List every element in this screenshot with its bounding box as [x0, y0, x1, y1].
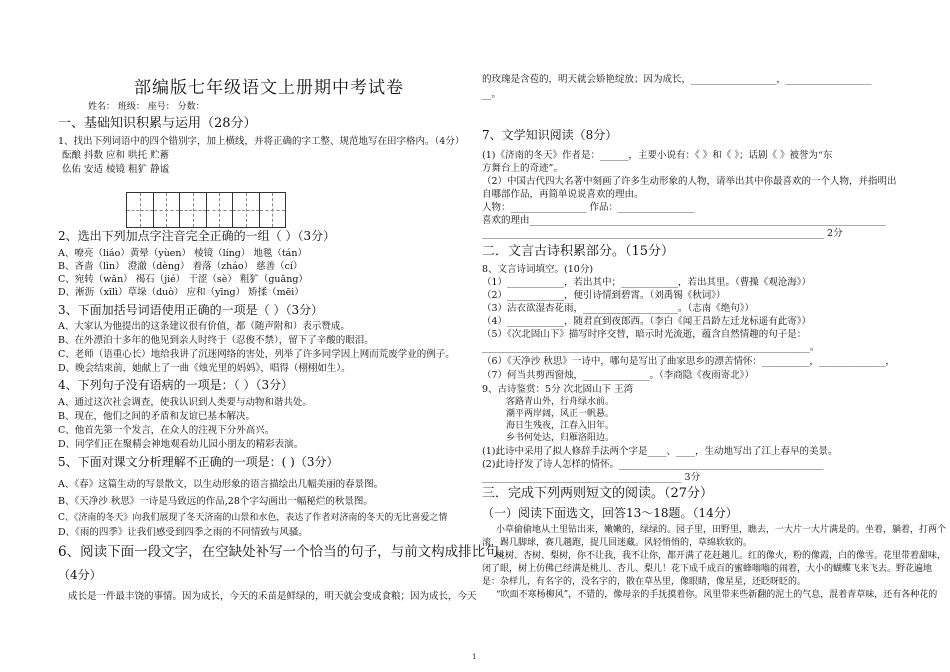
q4-prompt: 4、下列句子没有语病的一项是：（ ）（3分） — [58, 378, 294, 392]
section-2-heading: 二．文言古诗积累部分。（15分） — [482, 244, 675, 259]
passage-para-3-line-1: “吹面不寒杨柳风”，不错的，像母亲的手抚摸着你。风里带来些新翻的泥土的气息，混着青草味，还有各种花的 — [496, 590, 938, 600]
q7-part-2: （2）中国古代四大名著中刻画了许多生动形象的人物，请举出其中你最喜欢的一个人物，并指明出 — [482, 176, 897, 187]
q4-option-c[interactable]: C、他首先第一个发言，在众人的注视下分外高兴。 — [58, 425, 275, 436]
grid-cell[interactable] — [154, 193, 181, 227]
q2-option-d[interactable]: D、淅沥（xīlì）草垛（duò） 应和（yīng） 矫揉（mēi） — [58, 287, 304, 298]
poem-line-1: 客路青山外，行舟绿水前。 — [506, 397, 615, 407]
q7-part-1-cont: 方舞台上的奇迹”。 — [482, 163, 563, 174]
q2-option-b[interactable]: B、吝啬（lìn） 澄澈（dèng） 着落（zháo） 慈善（cí） — [58, 261, 303, 272]
q8-item-3[interactable]: （3）沾衣欲湿杏花雨，____________________。（志南《绝句》） — [482, 303, 755, 314]
q5-option-a[interactable]: A、《春》这篇生动的写景散文，以生动形象的语言描绘出几幅美丽的春景图。 — [58, 479, 384, 490]
student-info-line: 姓名： 班级： 座号： 分数： — [88, 102, 205, 112]
q7-part-2-cont: 自哪部作品，再简单说说喜欢的理由。 — [482, 189, 644, 200]
q7-part-1[interactable]: (1)《济南的冬天》作者是：______，主要小说有：《 》和《 》；话剧《 》被誉为“东 — [482, 150, 833, 161]
q5-option-c[interactable]: C、《济南的冬天》向我们展现了冬天济南的山景和水色，表达了作者对济南的冬天的无比喜爱之情 — [58, 513, 448, 523]
poem-line-2: 潮平两岸阔，风正一帆悬。 — [506, 409, 615, 419]
passage-para-1-line-2: 滚，踢几脚球，赛几趟跑，捉几回迷藏。风轻悄悄的，草绵软软的。 — [482, 538, 753, 548]
q8-item-4[interactable]: （4）____________，随君直到夜郎西。（李白《闻王昌龄左迁龙标遥有此寄》） — [482, 316, 812, 327]
q9-prompt: 9、古诗鉴赏：5分 次北固山下 王湾 — [482, 384, 634, 395]
section-1-heading: 一、基础知识积累与运用（28分） — [58, 116, 257, 131]
grid-cell[interactable] — [233, 193, 260, 227]
q3-option-b[interactable]: B、在外漂泊十多年的他见到亲人时终于（忍俊不禁），留下了辛酸的眼泪。 — [58, 335, 374, 346]
q2-prompt: 2、选出下列加点字注音完全正确的一组（ ）（3分） — [58, 229, 336, 243]
grid-cell[interactable] — [127, 193, 154, 227]
q8-item-5-blank[interactable]: _____________________________________________________________________。 — [482, 342, 820, 353]
q8-item-6[interactable]: （6）《天净沙 秋思》一诗中，哪句是写出了曲家思乡的漂苦情怀：__________，______________， — [482, 356, 895, 367]
q6-continuation-line-2[interactable]: __。 — [482, 89, 502, 100]
tianzige-grid[interactable] — [126, 192, 286, 228]
q6-prompt: 6、阅读下面一段文字，在空缺处补写一个恰当的句子，与前文构成排比句。 — [58, 544, 513, 560]
passage-para-1-line-1: 小草偷偷地从土里钻出来，嫩嫩的，绿绿的。园子里，田野里，瞧去，一大片一大片满是的。坐着，躺着，打两个 — [496, 525, 947, 535]
grid-cell[interactable] — [180, 193, 207, 227]
q1-words-row-2: 仫佑 安适 棱镜 粗犷 静谧 — [62, 164, 170, 175]
q2-option-a[interactable]: A、嘹亮（liáo）黄晕（yùen） 棱镜（líng） 地毯（tán） — [58, 248, 307, 259]
q6-passage: 成长是一件最丰饶的事情。因为成长，今天的禾苗是鲜绿的，明天就会变成食粮；因为成长，今天 — [68, 591, 477, 602]
q7-reason-field[interactable]: 喜欢的理由___________________________________________________________________________ — [482, 215, 886, 226]
q4-option-b[interactable]: B、现在，他们之间的矛盾和友谊已基本解决。 — [58, 411, 255, 422]
q9-item-2[interactable]: (2)此诗抒发了诗人怎样的情怀。___________________________________________ — [482, 459, 824, 470]
q5-option-b[interactable]: B、《天净沙 秋思》一诗是马致远的作品,28个字勾画出一幅秘烂的秋景图。 — [58, 496, 373, 507]
poem-line-4: 乡书何处达，归雁洛阳边。 — [506, 433, 615, 443]
q3-option-d[interactable]: D、晚会结束前，她献上了一曲《烛光里的妈妈》，唱得（栩栩如生）。 — [58, 363, 351, 374]
q2-option-c[interactable]: C、宛转（wǎn） 褐石（jié） 干涩（sè） 粗犷（guǎng） — [58, 274, 308, 285]
q7-reason-field-2[interactable]: ________________________________________________________________________ 2分 — [482, 228, 843, 239]
q4-option-a[interactable]: A、通过这次社会调查，使我认识到人类要与动物和谐共处。 — [58, 397, 312, 408]
grid-cell[interactable] — [207, 193, 234, 227]
exam-title: 部编版七年级语文上册期中考试卷 — [134, 78, 404, 98]
q5-prompt: 5、下面对课文分析理解不正确的一项是：( )（3分） — [58, 455, 339, 469]
q8-item-1[interactable]: （1）____________，若出其中；____________，若出其里。（曹操《观沧海》） — [482, 277, 812, 288]
q7-person-work-fields[interactable]: 人物：________________ 作品：________________ — [482, 202, 695, 213]
q8-item-7[interactable]: （7）何当共剪西窗烛，______________。（李商隐《夜雨寄北》） — [482, 370, 755, 381]
poem-line-3: 海日生残夜，江春入旧年。 — [506, 421, 615, 431]
grid-cell[interactable] — [260, 193, 286, 227]
q1-prompt: 1、找出下列词语中的四个错别字，加上横线，并将正确的字工整、规范地写在田字格内。（4分） — [58, 136, 465, 147]
q6-continuation-line-1[interactable]: 的玫瑰是含苞的，明天就会娇艳绽放；因为成长，__________________，__________________ — [482, 74, 872, 85]
q6-points: （4分） — [58, 568, 102, 582]
q7-heading: 7、文学知识阅读（8分） — [482, 128, 618, 142]
reading-1-heading: （一）阅读下面选文，回答13～18题。（14分） — [482, 506, 738, 520]
passage-para-2-line-3: 是：杂样儿，有名字的，没名字的，散在草丛里，像眼睛，像星星，还眨呀眨的。 — [482, 577, 807, 587]
q3-option-c[interactable]: C、老师（语重心长）地给我讲了沉迷网络的害处，列举了许多同学因上网而荒废学业的例子。 — [58, 349, 455, 360]
section-3-heading: 三．完成下列两则短文的阅读。（27分） — [482, 486, 714, 501]
q8-item-5: （5）《次北固山下》描写时序交替，暗示时光流逝，蕴含自然情趣的句子是： — [482, 329, 807, 340]
passage-para-2-line-1: 桃树、杏树、梨树，你不让我，我不让你，都开满了花赶趟儿。红的像火，粉的像霞，白的像雪。花里带着甜味， — [496, 551, 947, 561]
page-number: 1 — [472, 653, 477, 661]
q8-item-2[interactable]: （2）____________，便引诗情到碧霄。（刘禹锡《秋词》） — [482, 290, 726, 301]
q8-prompt: 8、文言诗词填空。(10分) — [482, 264, 594, 275]
q3-prompt: 3、下面加括号词语使用正确的一项是（ ）（3分） — [58, 303, 324, 317]
q9-item-1[interactable]: (1)此诗中采用了拟人修辞手法两个字是____、____，生动地写出了江上春早的美景。 — [482, 446, 838, 457]
q1-words-row-1: 酝酿 抖数 应和 哄托 贮蓄 — [62, 150, 170, 161]
q9-item-2-blank[interactable]: __________________________________________ 3分 — [482, 472, 701, 483]
passage-para-2-line-2: 闭了眼，树上仿佛已经满是桃儿、杏儿、梨儿！花下成千成百的蜜蜂嗡嗡的闹着，大小的蝴蝶飞来飞去。野花遍地 — [482, 564, 933, 574]
q3-option-a[interactable]: A、大家认为他提出的这条建议很有价值，都（随声附和）表示赞成。 — [58, 321, 350, 332]
q4-option-d[interactable]: D、同学们正在聚精会神地观看幼儿园小朋友的精彩表演。 — [58, 439, 304, 450]
q5-option-d[interactable]: D、《雨的四季》让我们感受到四季之雨的不同情致与风骚。 — [58, 527, 308, 538]
